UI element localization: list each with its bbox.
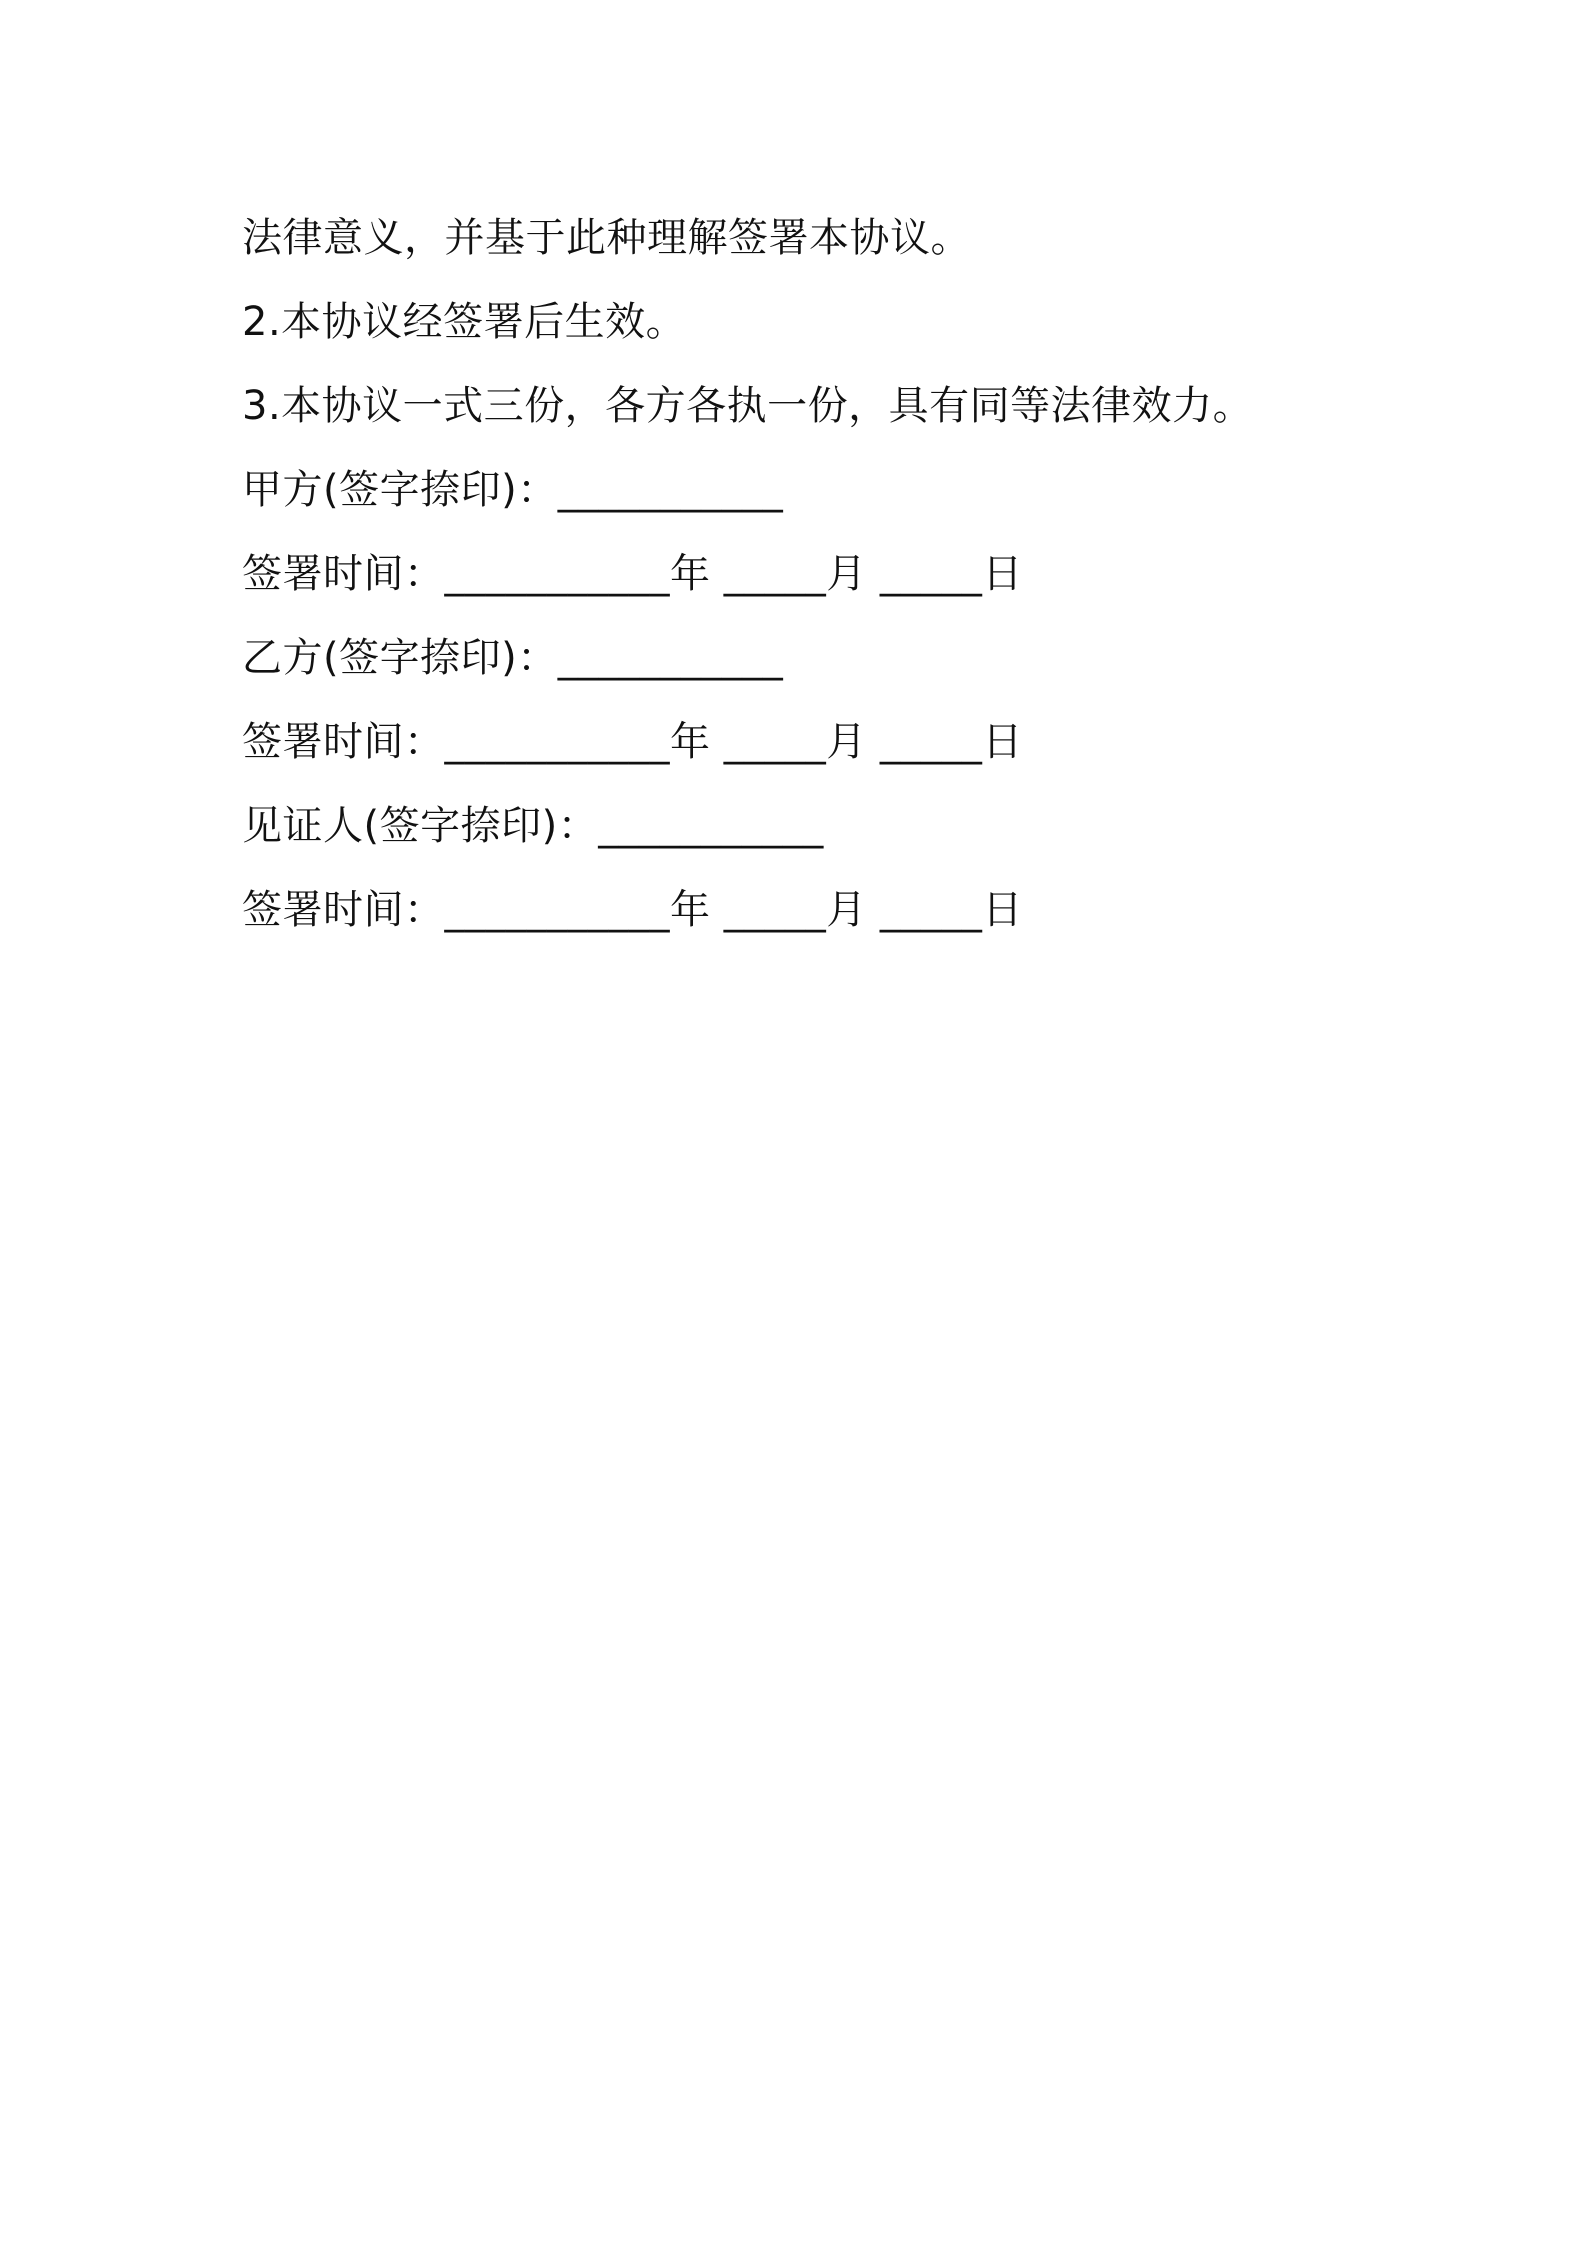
party-a-signing-date: 签署时间：___________年 _____月 _____日 [242, 551, 1023, 597]
paragraph-continuation: 法律意义，并基于此种理解签署本协议。 [242, 215, 971, 261]
witness-signature-line: 见证人(签字捺印)：___________ [242, 803, 824, 849]
party-a-signature-line: 甲方(签字捺印)：___________ [242, 467, 784, 513]
clause-3: 3.本协议一式三份，各方各执一份，具有同等法律效力。 [242, 383, 1254, 429]
witness-signing-date: 签署时间：___________年 _____月 _____日 [242, 887, 1023, 933]
party-b-signature-line: 乙方(签字捺印)：___________ [242, 635, 784, 681]
party-b-signing-date: 签署时间：___________年 _____月 _____日 [242, 719, 1023, 765]
document-body [242, 196, 1392, 952]
clause-2: 2.本协议经签署后生效。 [242, 299, 687, 345]
